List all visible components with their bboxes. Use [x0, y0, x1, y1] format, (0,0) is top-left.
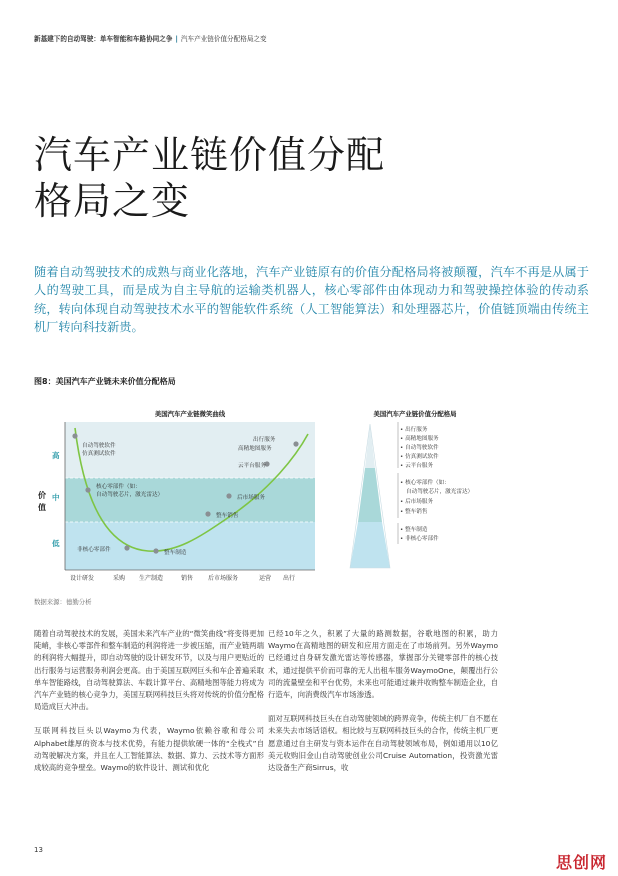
pyramid-mid-band	[358, 468, 382, 522]
page-title-line-2: 格局之变	[34, 179, 191, 223]
body-paragraph: 随着自动驾驶技术的发展，美国未来汽车产业的“微笑曲线”将变得更加陡峭，非核心零部件和整车制造的利润将进一步被压缩，而产业链两端的利润将大幅提升，即自动驾驶的设计研发环节，以及与用户更贴近的出行服务与运营服务利润会更高。由于美国互联网巨头和车企普遍采取单车智能路线，自动驾驶算法、车载计算平台、高精地图等能力将成为汽车产业链的核心竞争力，美国互联网科技巨头将对传统的价值分配格局造成巨大冲击。	[34, 629, 264, 712]
band-high	[65, 422, 315, 478]
pyramid-mid-item: • 整车销售	[400, 509, 428, 515]
label-aftermarket: 后市场服务	[237, 495, 265, 501]
stage-manufacturing: 生产制造	[139, 575, 164, 582]
pyramid-high-band	[365, 424, 375, 468]
stage-procurement: 采购	[113, 575, 126, 582]
body-paragraph: 面对互联网科技巨头在自动驾驶领域的跨界竞争，传统主机厂自不愿在未来失去市场话语权。相比较与互联网科技巨头的合作，传统主机厂更愿意通过自主研发与资本运作在自动驾驶领域布局，例如通用以10亿美元收购旧金山自动驾驶创业公司Cruise Automation，投资激光雷达设备生产商Sirrus，收	[268, 714, 498, 773]
dot-sales	[205, 511, 210, 516]
label-software-1: 自动驾驶软件	[82, 443, 116, 449]
value-pyramid-chart	[340, 418, 520, 583]
pyramid-mid-item: • 核心零部件（如：	[400, 480, 450, 486]
stage-sales: 销售	[181, 575, 194, 582]
label-mobility: 出行服务	[253, 437, 276, 443]
body-paragraph: 互联网科技巨头以Waymo为代表，Waymo依赖谷歌和母公司Alphabet雄厚的资本与技术优势，有能力提供软硬一体的“全栈式”自动驾驶解决方案，并且在人工智能算法、数据、算力、云技术等方面形成较高的竞争壁垒。Waymo的软件设计、测试和优化	[34, 726, 264, 773]
stage-operation: 运营	[259, 575, 272, 582]
dot-noncore-parts	[124, 545, 129, 550]
header-subsection: 汽车产业链价值分配格局之变	[180, 35, 267, 43]
axis-label-char-1: 价	[38, 491, 46, 500]
pyramid-low-item: • 非核心零部件	[400, 536, 439, 542]
body-paragraph: 已经10年之久，积累了大量的路测数据，谷歌地图的积累，助力Waymo在高精地图的研发和应用方面走在了市场前列。另外Waymo已经通过自身研发激光雷达等传感器，掌握部分关键零部件的核心技术，通过提供平价而可靠的无人出租车服务WaymoOne，颠覆出行公司的流量壁垒和平台优势，未来也可能通过兼并收购整车制造企业，自行造车，向消费级汽车市场渗透。	[268, 629, 498, 700]
axis-label-char-2: 值	[38, 503, 46, 512]
dot-hdmap-mobility	[293, 441, 298, 446]
label-sales: 整车销售	[216, 513, 239, 519]
label-software-2: 仿真测试软件	[82, 451, 116, 457]
page-title-line-1: 汽车产业链价值分配	[34, 133, 386, 177]
dot-manufacturing	[153, 548, 158, 553]
smile-curve-chart	[30, 418, 330, 583]
watermark-logo: 思创网	[556, 853, 608, 872]
label-hdmap: 高精地图服务	[238, 446, 272, 452]
figure-caption: 图8：美国汽车产业链未来价值分配格局	[34, 377, 176, 386]
pyramid-low-item: • 整车制造	[400, 527, 428, 533]
header-separator: |	[175, 35, 178, 43]
dot-core-parts	[85, 487, 90, 492]
stage-mobility: 出行	[283, 575, 296, 582]
lead-paragraph: 随着自动驾驶技术的成熟与商业化落地，汽车产业链原有的价值分配格局将被颠覆，汽车不再是从属于人的驾驶工具，而是成为自主导航的运输类机器人，核心零部件由体现动力和驾驶操控体验的传动系统，转向体现自动驾驶技术水平的智能软件系统（人工智能算法）和处理器芯片，价值链顶端由传统主机厂转向科技新贵。	[34, 265, 589, 334]
label-core-2: 自动驾驶芯片，激光雷达）	[96, 492, 164, 498]
dot-aftermarket	[226, 493, 231, 498]
body-column-right	[268, 628, 498, 786]
pyramid-mid-item: • 后市场服务	[400, 499, 434, 505]
pyramid-mid-item-cont: 自动驾驶芯片，激光雷达）	[406, 489, 474, 495]
pyramid-high-item: • 仿真测试软件	[400, 454, 439, 460]
running-header	[34, 33, 267, 43]
band-low	[65, 522, 315, 570]
stage-aftermarket: 后市场服务	[208, 575, 239, 582]
pyramid-high-item: • 出行服务	[400, 427, 428, 433]
figure-source: 数据来源：德勤分析	[34, 598, 92, 606]
pyramid-high-item: • 高精地图服务	[400, 436, 439, 442]
label-core-1: 核心零部件（如：	[96, 484, 141, 490]
pyramid-low-band	[350, 522, 390, 568]
page-number: 13	[34, 846, 43, 854]
label-cloud: 云平台服务	[238, 463, 266, 469]
label-manufacturing: 整车制造	[164, 550, 187, 556]
body-column-left	[34, 628, 264, 786]
dot-software	[72, 433, 77, 438]
level-mid: 中	[52, 493, 60, 502]
smile-curve-title: 美国汽车产业链微笑曲线	[154, 410, 226, 418]
pyramid-title: 美国汽车产业链价值分配格局	[373, 410, 457, 418]
page-title	[34, 132, 385, 224]
pyramid-high-item: • 云平台服务	[400, 463, 434, 469]
label-noncore: 非核心零部件	[77, 547, 111, 553]
header-section: 新基建下的自动驾驶：单车智能和车路协同之争	[34, 35, 173, 43]
stage-rnd: 设计研发	[70, 575, 95, 582]
level-high: 高	[52, 451, 60, 460]
pyramid-high-item: • 自动驾驶软件	[400, 445, 439, 451]
level-low: 低	[52, 539, 60, 548]
